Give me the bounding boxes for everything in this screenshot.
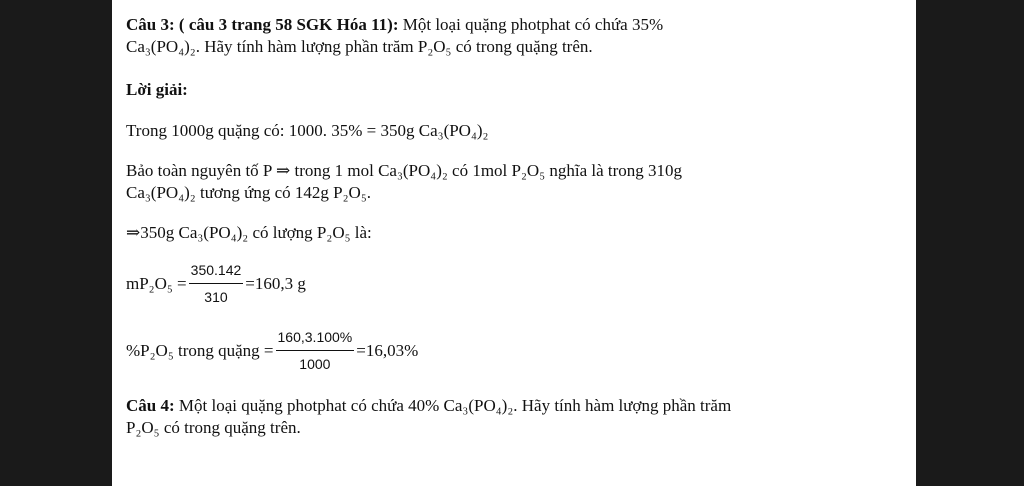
equation-2-result: =16,03% [356, 340, 419, 360]
document-content [126, 14, 906, 439]
question-4-text-line2: P₂O₅ có trong quặng trên. [126, 418, 301, 437]
equation-percent-p2o5 [126, 326, 906, 375]
question-3-text-line1: Một loại quặng photphat có chứa 35% [398, 15, 664, 34]
document-page [112, 0, 916, 486]
question-3-label: Câu 3: [126, 15, 175, 34]
question-4-text-line1: Một loại quặng photphat có chứa 40% Ca₃(PO₄)₂. Hãy tính hàm lượng phần trăm [174, 396, 732, 415]
equation-2-lhs: %P₂O₅ trong quặng = [126, 340, 274, 360]
equation-1-lhs: mP₂O₅ = [126, 273, 187, 293]
solution-step-1: Trong 1000g quặng có: 1000. 35% = 350g Ca₃(PO₄)₂ [126, 121, 489, 140]
question-4-label: Câu 4: [126, 396, 175, 415]
solution-step-3: ⇒350g Ca₃(PO₄)₂ có lượng P₂O₅ là: [126, 223, 372, 242]
equation-2-fraction [276, 326, 355, 375]
equation-1-denominator: 310 [204, 289, 228, 305]
solution-step-2 [126, 160, 906, 204]
equation-1-result: =160,3 g [245, 273, 306, 293]
solution-heading: Lời giải: [126, 80, 188, 99]
question-3 [126, 14, 906, 58]
equation-mass-p2o5 [126, 259, 906, 308]
question-3-source: ( câu 3 trang 58 SGK Hóa 11): [178, 15, 399, 34]
question-4 [126, 395, 906, 439]
equation-2-denominator: 1000 [299, 356, 331, 372]
solution-step-2-line2: Ca₃(PO₄)₂ tương ứng có 142g P₂O₅. [126, 183, 371, 202]
solution-step-2-line1: Bảo toàn nguyên tố P ⇒ trong 1 mol Ca₃(PO₄)₂ có 1mol P₂O₅ nghĩa là trong 310g [126, 161, 683, 180]
equation-2-numerator: 160,3.100% [276, 326, 355, 351]
question-3-text-line2: Ca₃(PO₄)₂. Hãy tính hàm lượng phần trăm P₂O₅ có trong quặng trên. [126, 37, 593, 56]
equation-1-fraction [189, 259, 244, 308]
equation-1-numerator: 350.142 [189, 259, 244, 284]
